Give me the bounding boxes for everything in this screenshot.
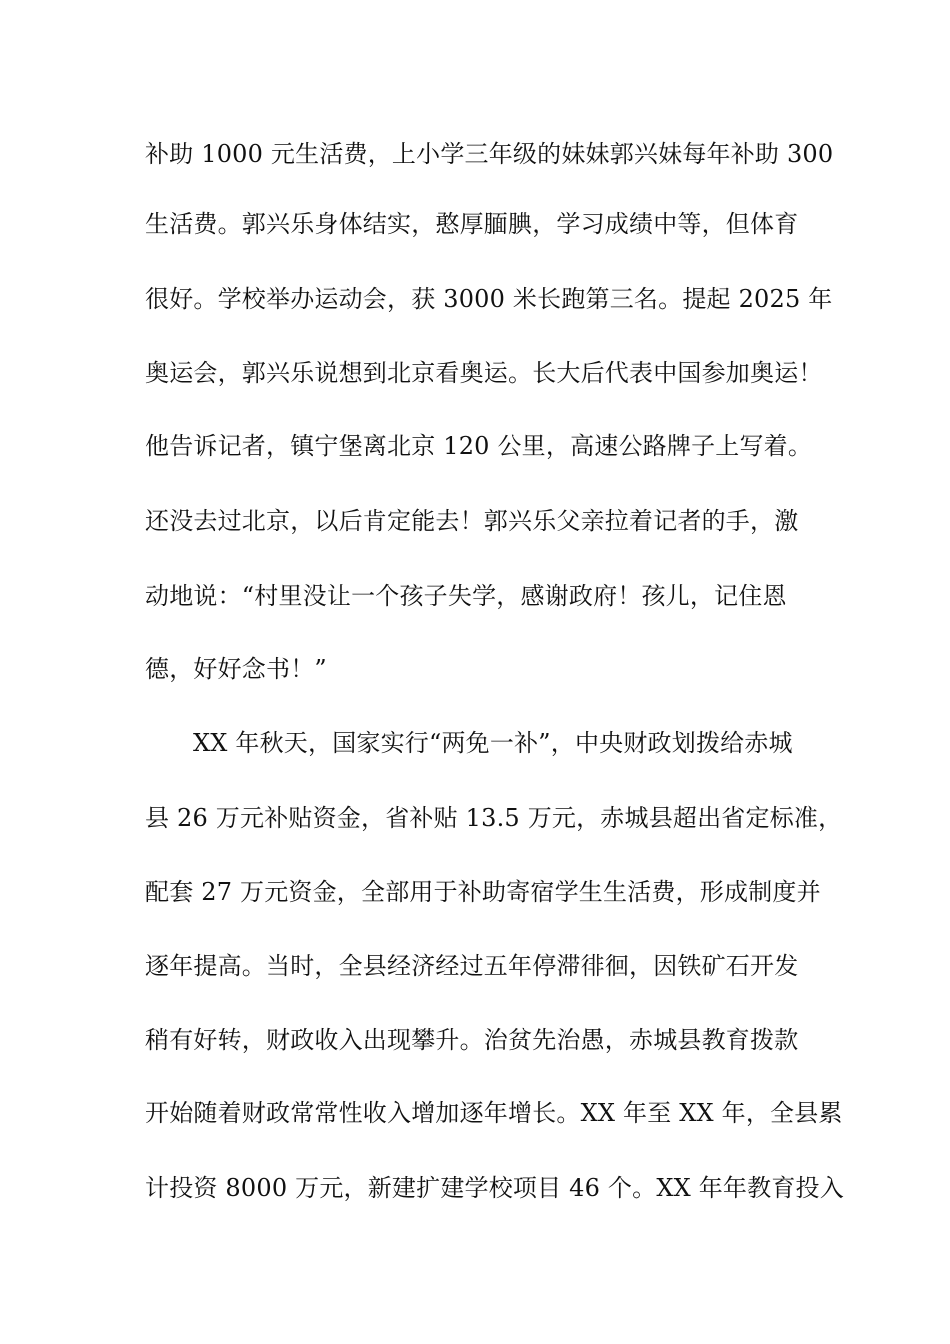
text-line-3: 很好。学校举办运动会，获 3000 米长跑第三名。提起 2025 年 — [145, 285, 833, 313]
text-line-6: 还没去过北京，以后肯定能去！郭兴乐父亲拉着记者的手，激 — [145, 507, 799, 535]
text-line-10: 县 26 万元补贴资金，省补贴 13.5 万元，赤城县超出省定标准， — [145, 804, 843, 832]
text-line-8: 德，好好念书！” — [145, 655, 327, 683]
text-line-4: 奥运会，郭兴乐说想到北京看奥运。长大后代表中国参加奥运！ — [145, 359, 823, 387]
text-line-15: 计投资 8000 万元，新建扩建学校项目 46 个。XX 年年教育投入 — [145, 1174, 844, 1202]
text-line-11: 配套 27 万元资金，全部用于补助寄宿学生生活费，形成制度并 — [145, 878, 821, 906]
text-line-13: 稍有好转，财政收入出现攀升。治贫先治愚，赤城县教育拨款 — [145, 1026, 799, 1054]
text-line-5: 他告诉记者，镇宁堡离北京 120 公里，高速公路牌子上写着。 — [145, 432, 813, 460]
text-line-9: XX 年秋天，国家实行“两免一补”，中央财政划拨给赤城 — [193, 729, 793, 757]
text-line-2: 生活费。郭兴乐身体结实，憨厚腼腆，学习成绩中等，但体育 — [145, 210, 799, 238]
text-line-14: 开始随着财政常常性收入增加逐年增长。XX 年至 XX 年，全县累 — [145, 1099, 843, 1127]
text-line-7: 动地说：“村里没让一个孩子失学，感谢政府！孩儿，记住恩 — [145, 582, 787, 610]
text-line-1: 补助 1000 元生活费，上小学三年级的妹妹郭兴妹每年补助 300 — [145, 140, 834, 168]
text-line-12: 逐年提高。当时，全县经济经过五年停滞徘徊，因铁矿石开发 — [145, 952, 799, 980]
